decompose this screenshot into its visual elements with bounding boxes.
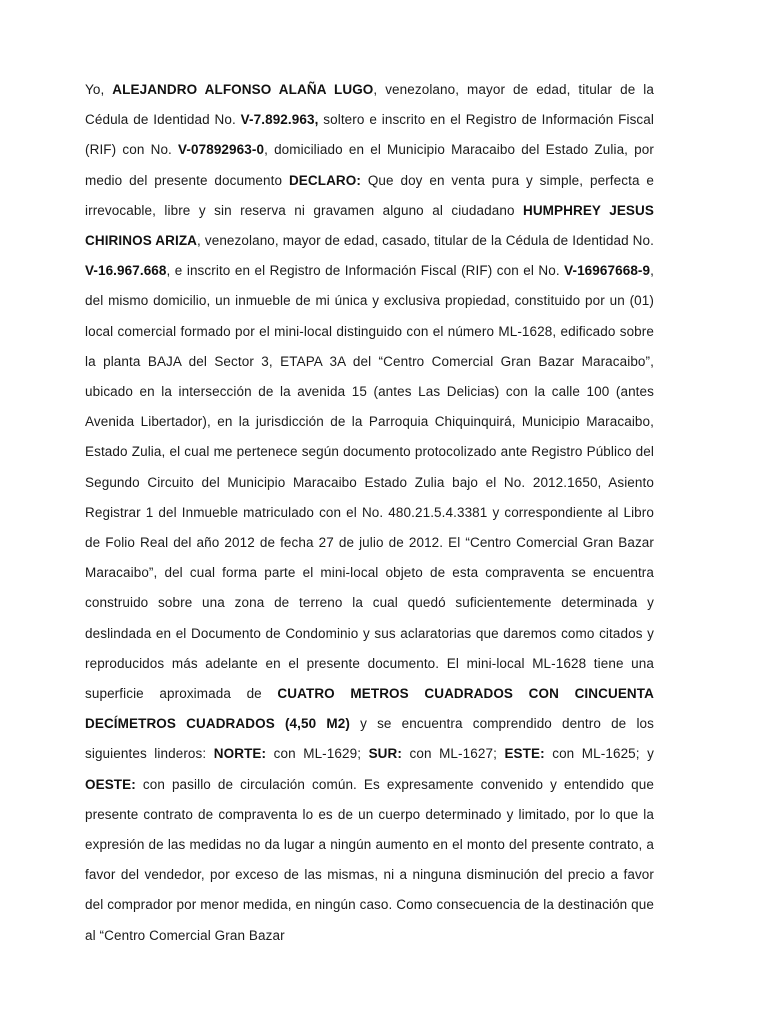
bold-text-run: ALEJANDRO ALFONSO ALAÑA LUGO — [112, 82, 374, 97]
text-run: Yo, — [85, 82, 113, 97]
bold-text-run: V-16967668-9 — [564, 263, 651, 279]
text-run: con ML-1625; y — [544, 746, 655, 762]
text-run: con ML-1627; — [401, 746, 505, 762]
text-run: con ML-1629; — [266, 746, 369, 762]
bold-text-run: NORTE: — [213, 746, 267, 762]
bold-text-run: HUMPHREY JESUS CHIRINOS ARIZA — [85, 202, 654, 249]
text-run: , venezolano, mayor de edad, casado, titular de la Cédula de Identidad No. — [197, 233, 654, 249]
bold-text-run: ESTE: — [504, 746, 545, 762]
document-body-paragraph — [85, 75, 654, 951]
text-run: , del mismo domicilio, un inmueble de mi única y exclusiva propiedad, constituido por un (01) local comercial formado por el mini-local distinguido con el número ML-1628, edificado sobre la planta BAJA del Sector 3, ETAPA 3A del “Centro Comercial Gran Bazar Maracaibo”, ubicado en la intersección de la avenida 15 (antes Las Delicias) con la calle 100 (antes Avenida Libertador), en la jurisdicción de la Parroquia Chiquinquirá, Municipio Maracaibo, Estado Zulia, el cual me pertenece según documento protocolizado ante Registro Público del Segundo Circuito del Municipio Maracaibo Estado Zulia bajo el No. 2012.1650, Asiento Registrar 1 del Inmueble matriculado con el No. 480.21.5.4.3381 y correspondiente al Libro de Folio Real del año 2012 de fecha 27 de julio de 2012. El “Centro Comercial Gran Bazar Maracaibo”, del cual forma parte el mini-local objeto de esta compraventa se encuentra construido sobre una zona de terreno la cual quedó suficientemente determinada y deslindada en el Documento de Condominio y sus aclaratorias que daremos como citados y reproducidos más adelante en el presente documento. El mini-local ML-1628 tiene una superficie aproximada de — [85, 263, 654, 702]
bold-text-run: SUR: — [368, 746, 402, 762]
bold-text-run: DECLARO: — [288, 172, 361, 188]
bold-text-run: CUATRO METROS CUADRADOS CON CINCUENTA DECÍMETROS CUADRADOS (4,50 M2) — [85, 686, 654, 732]
text-run: , venezolano, mayor de edad, titular de la Cédula de Identidad No. — [85, 82, 654, 128]
text-run: , e inscrito en el Registro de Información Fiscal (RIF) con el No. — [166, 263, 565, 279]
bold-text-run: OESTE: — [85, 776, 136, 792]
text-run: y se encuentra comprendido dentro de los siguientes linderos: — [85, 716, 654, 762]
bold-text-run: V-7.892.963, — [240, 112, 319, 128]
text-run: soltero e inscrito en el Registro de Información Fiscal (RIF) con No. — [85, 112, 654, 158]
text-run: con pasillo de circulación común. Es expresamente convenido y entendido que presente contrato de compraventa lo es de un cuerpo determinado y limitado, por lo que la expresión de las medidas no da lugar a ningún aumento en el monto del presente contrato, a favor del vendedor, por exceso de las mismas, ni a ninguna disminución del precio a favor del comprador por menor medida, en ningún caso. Como consecuencia de la destinación que al “Centro Comercial Gran Bazar — [85, 776, 654, 943]
text-run: , domiciliado en el Municipio Maracaibo del Estado Zulia, por medio del presente documento — [85, 142, 654, 188]
bold-text-run: V-16.967.668 — [85, 263, 167, 279]
text-run: Que doy en venta pura y simple, perfecta e irrevocable, libre y sin reserva ni gravamen alguno al ciudadano — [85, 172, 654, 218]
bold-text-run: V-07892963-0 — [178, 142, 265, 158]
